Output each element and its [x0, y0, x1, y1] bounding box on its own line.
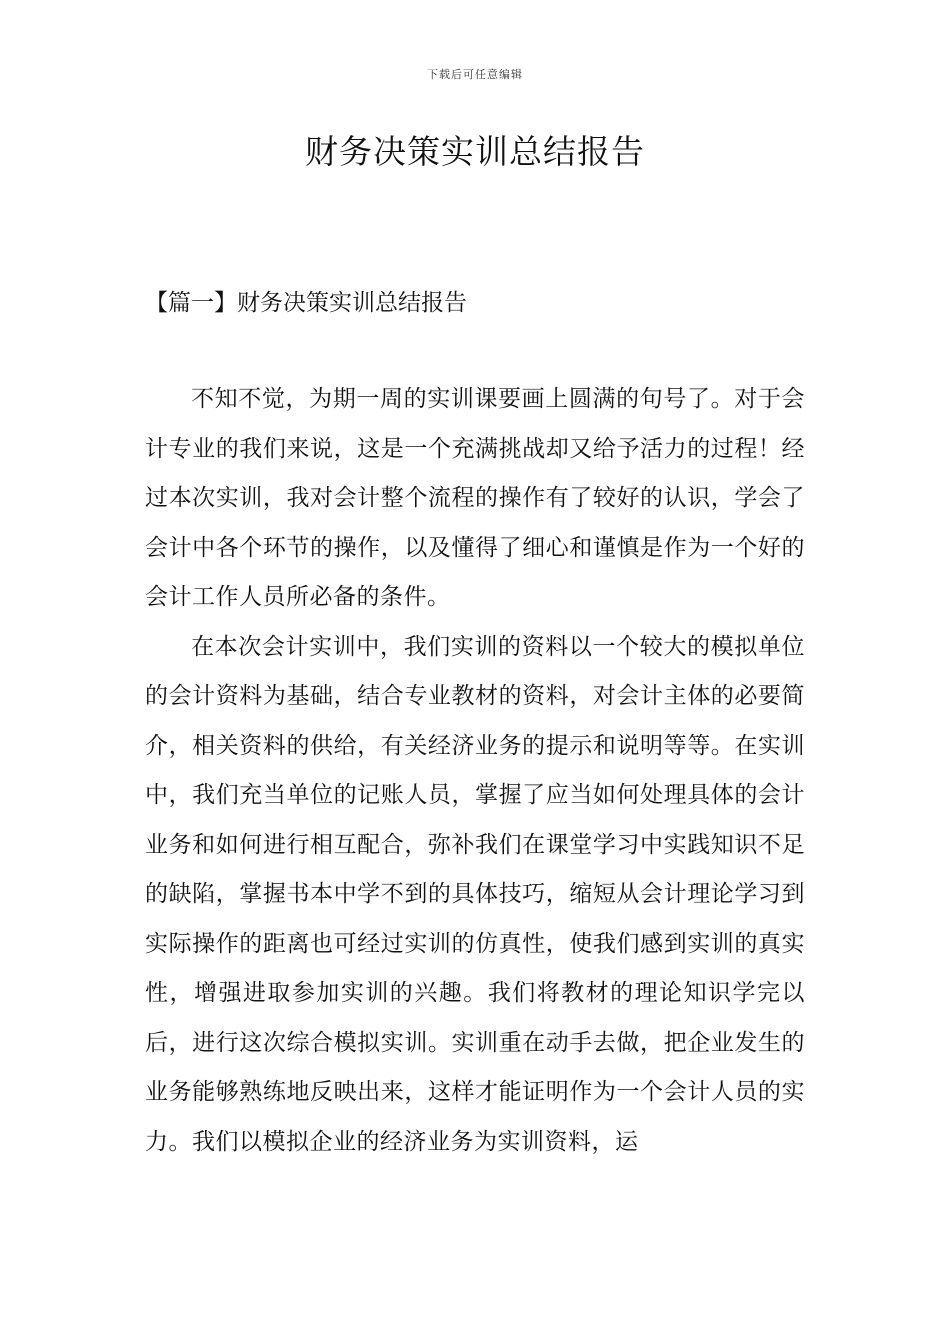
paragraph-1: 不知不觉，为期一周的实训课要画上圆满的句号了。对于会计专业的我们来说，这是一个充满挑战却又给予活力的过程！经过本次实训，我对会计整个流程的操作有了较好的认识，学会了会计中各个环节的操作，以及懂得了细心和谨慎是作为一个好的会计工作人员所必备的条件。: [145, 386, 805, 610]
header-note: 下载后可任意编辑: [427, 68, 523, 81]
section-heading: 【篇一】财务决策实训总结报告: [145, 290, 467, 316]
document-title: 财务决策实训总结报告: [305, 132, 645, 171]
paragraph-2: 在本次会计实训中，我们实训的资料以一个较大的模拟单位的会计资料为基础，结合专业教材的资料，对会计主体的必要简介，相关资料的供给，有关经济业务的提示和说明等等。在实训中，我们充当单位的记账人员，掌握了应当如何处理具体的会计业务和如何进行相互配合，弥补我们在课堂学习中实践知识不足的缺陷，掌握书本中学不到的具体技巧，缩短从会计理论学习到实际操作的距离也可经过实训的仿真性，使我们感到实训的真实性，增强进取参加实训的兴趣。我们将教材的理论知识学完以后，进行这次综合模拟实训。实训重在动手去做，把企业发生的业务能够熟练地反映出来，这样才能证明作为一个会计人员的实力。我们以模拟企业的经济业务为实训资料，运: [145, 633, 805, 1155]
body-text: [145, 375, 805, 1167]
